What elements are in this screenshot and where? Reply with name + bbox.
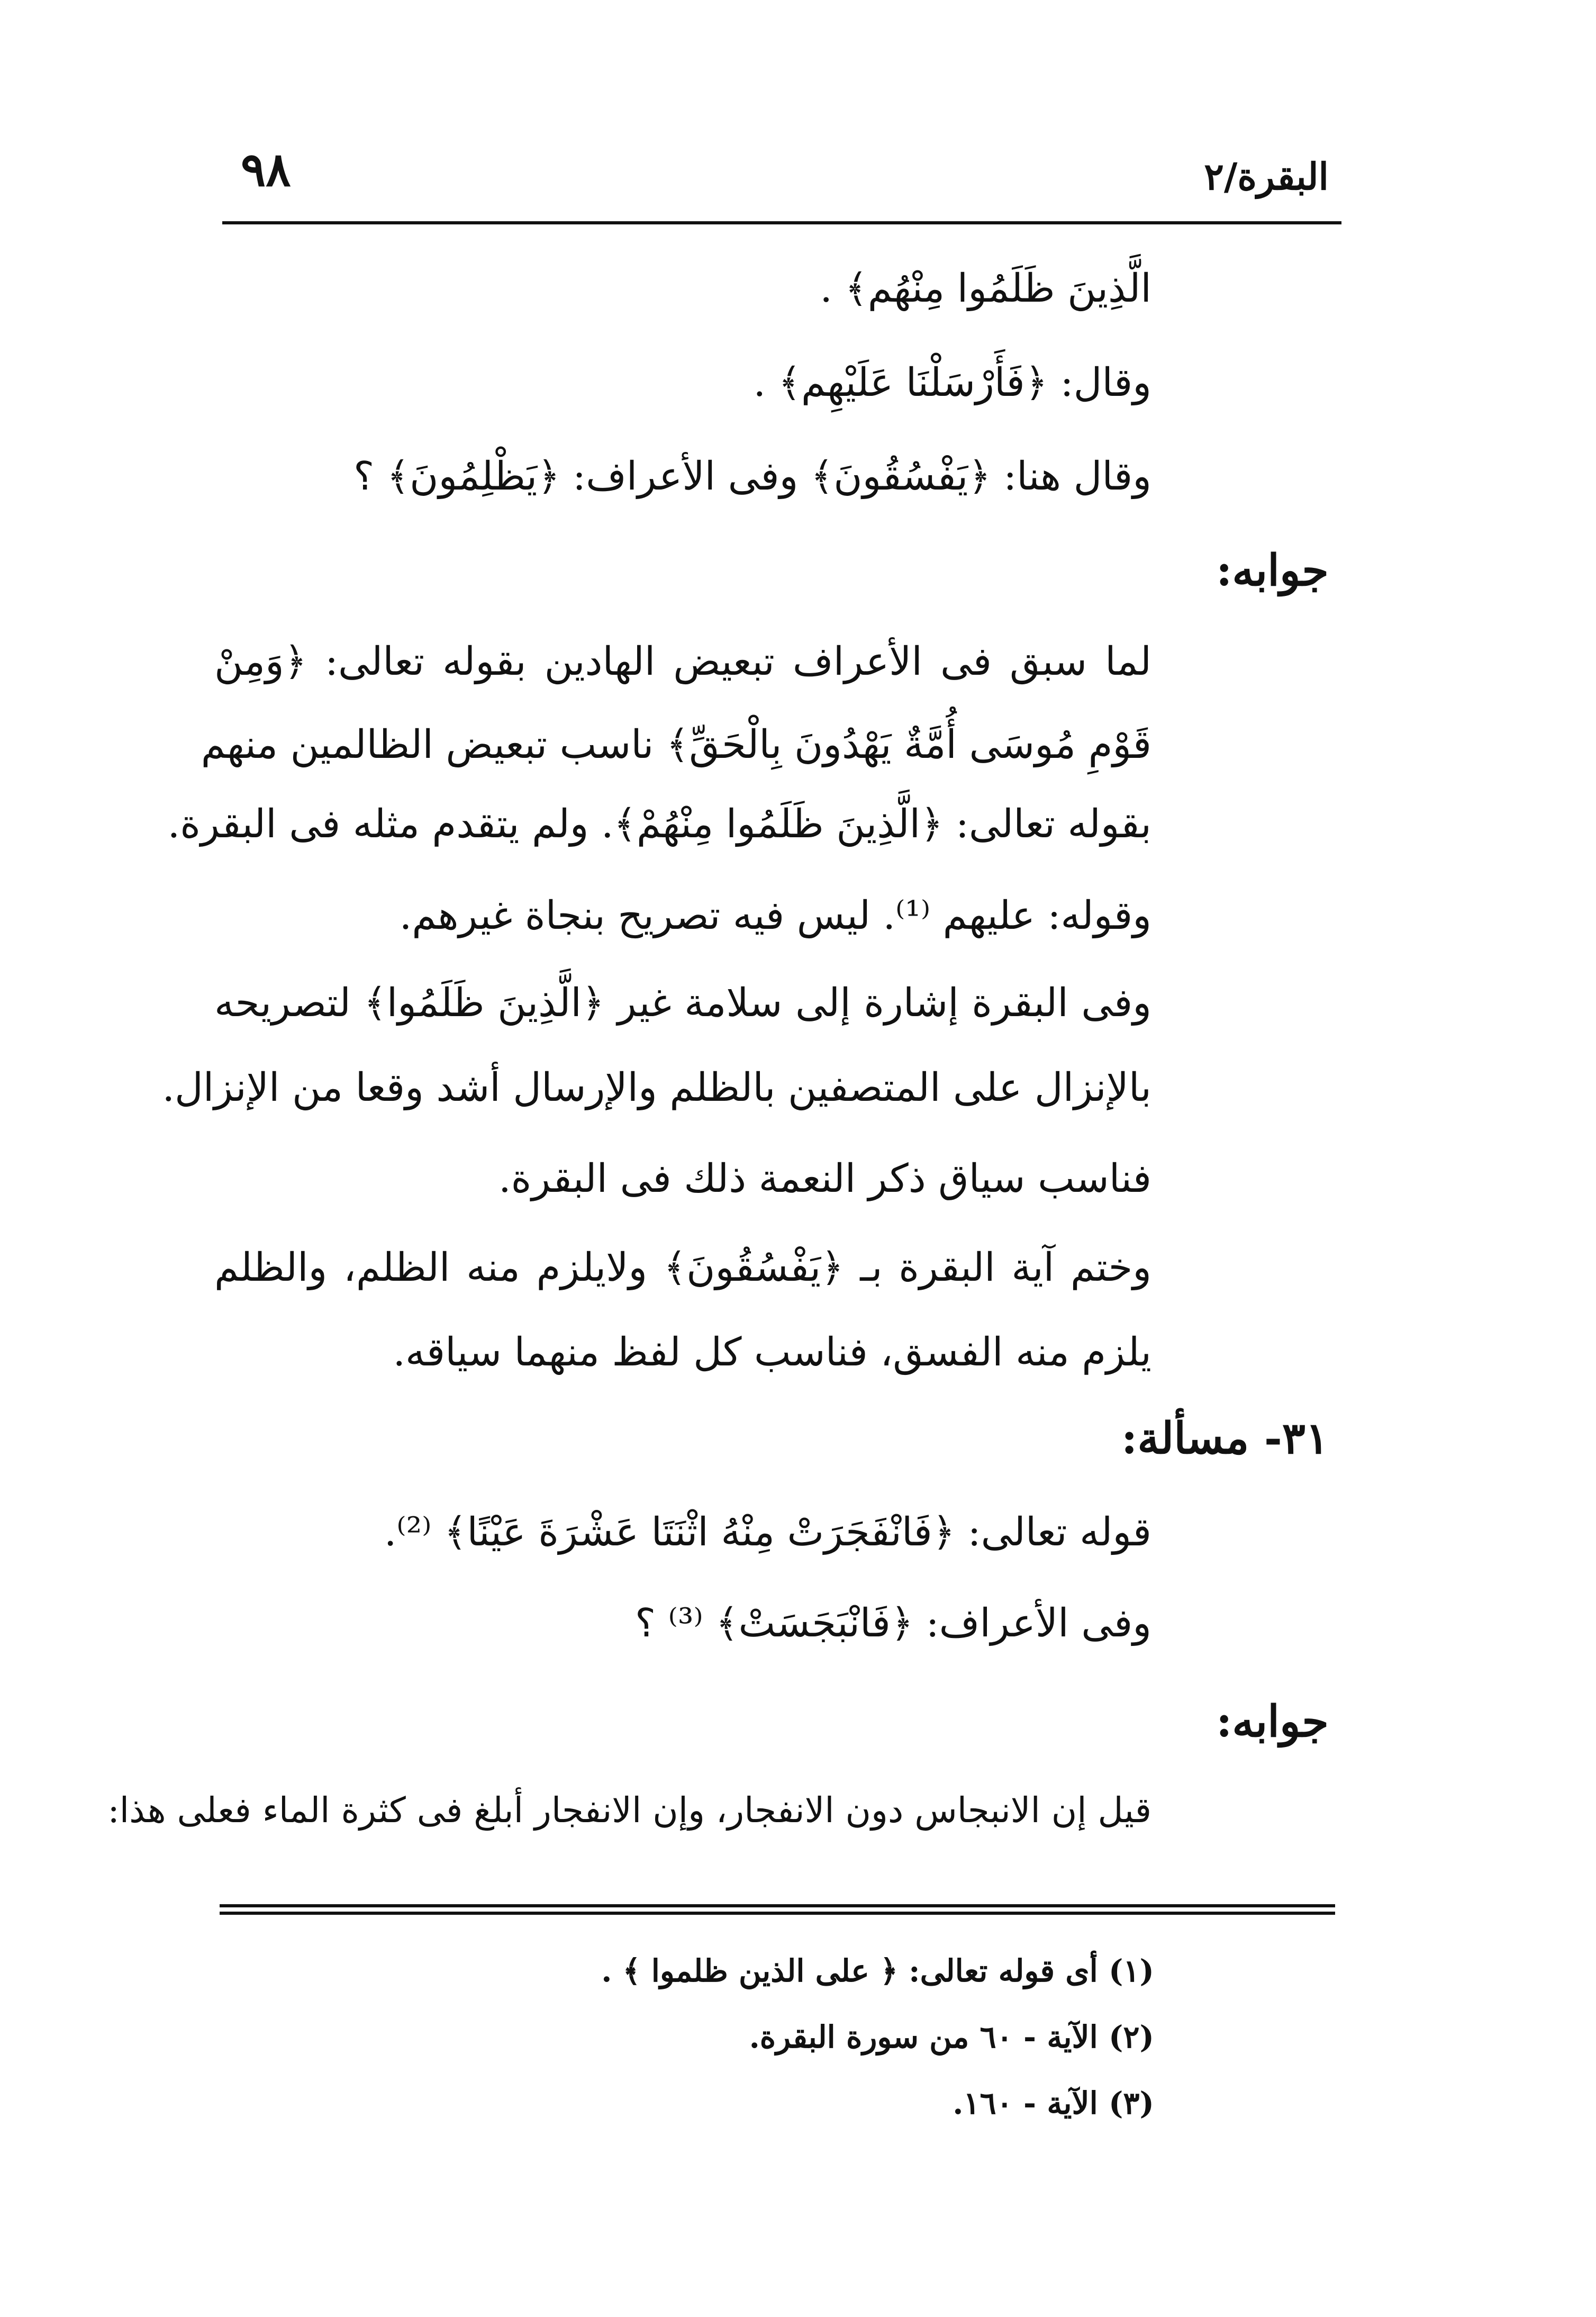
body-line: يلزم منه الفسق، فناسب كل لفظ منهما سياقه. xyxy=(393,1329,1151,1375)
body-line: وفى البقرة إشارة إلى سلامة غير ﴿الَّذِينَ ظَلَمُوا﴾ لتصريحه xyxy=(214,980,1151,1026)
body-line: وقوله: عليهم ⁽¹⁾. ليس فيه تصريح بنجاة غيرهم. xyxy=(399,893,1151,938)
header-divider xyxy=(222,221,1341,224)
body-line: قوله تعالى: ﴿فَانْفَجَرَتْ مِنْهُ اثْنَتَا عَشْرَةَ عَيْنًا﴾ ⁽²⁾. xyxy=(384,1509,1151,1555)
body-line: وقال هنا: ﴿يَفْسُقُونَ﴾ وفى الأعراف: ﴿يَظْلِمُونَ﴾ ؟ xyxy=(353,454,1151,499)
footnote-divider xyxy=(220,1904,1335,1907)
body-line: بالإنزال على المتصفين بالظلم والإرسال أشد وقعا من الإنزال. xyxy=(162,1065,1151,1110)
body-line: وفى الأعراف: ﴿فَانْبَجَسَتْ﴾ ⁽³⁾ ؟ xyxy=(634,1600,1151,1646)
body-line: لما سبق فى الأعراف تبعيض الهادين بقوله تعالى: ﴿وَمِنْ xyxy=(214,639,1151,684)
question-heading: ٣١- مسألة: xyxy=(1121,1413,1329,1464)
page-number: ٩٨ xyxy=(241,142,291,197)
answer-heading: جوابه: xyxy=(1216,545,1329,596)
body-line: وختم آية البقرة بـ ﴿يَفْسُقُونَ﴾ ولايلزم منه الظلم، والظلم xyxy=(214,1245,1151,1290)
footnote-divider xyxy=(220,1912,1335,1915)
body-line: بقوله تعالى: ﴿الَّذِينَ ظَلَمُوا مِنْهُمْ﴾. ولم يتقدم مثله فى البقرة. xyxy=(167,801,1151,847)
body-line: فناسب سياق ذكر النعمة ذلك فى البقرة. xyxy=(498,1156,1151,1201)
body-line: الَّذِينَ ظَلَمُوا مِنْهُم﴾ . xyxy=(820,266,1151,311)
footnote: (٢) الآية - ٦٠ من سورة البقرة. xyxy=(749,2019,1154,2055)
body-line: وقال: ﴿فَأَرْسَلْنَا عَلَيْهِم﴾ . xyxy=(753,360,1151,405)
running-head: البقرة/٢ xyxy=(1204,155,1329,198)
answer-heading: جوابه: xyxy=(1216,1696,1329,1747)
body-line: قيل إن الانبجاس دون الانفجار، وإن الانفجار أبلغ فى كثرة الماء فعلى هذا: xyxy=(107,1790,1151,1831)
footnote: (١) أى قوله تعالى: ﴿ على الذين ظلموا ﴾ . xyxy=(601,1953,1154,1989)
footnote: (٣) الآية - ١٦٠. xyxy=(953,2085,1154,2121)
body-line: قَوْمِ مُوسَى أُمَّةٌ يَهْدُونَ بِالْحَقِّ﴾ ناسب تبعيض الظالمين منهم xyxy=(201,722,1151,767)
